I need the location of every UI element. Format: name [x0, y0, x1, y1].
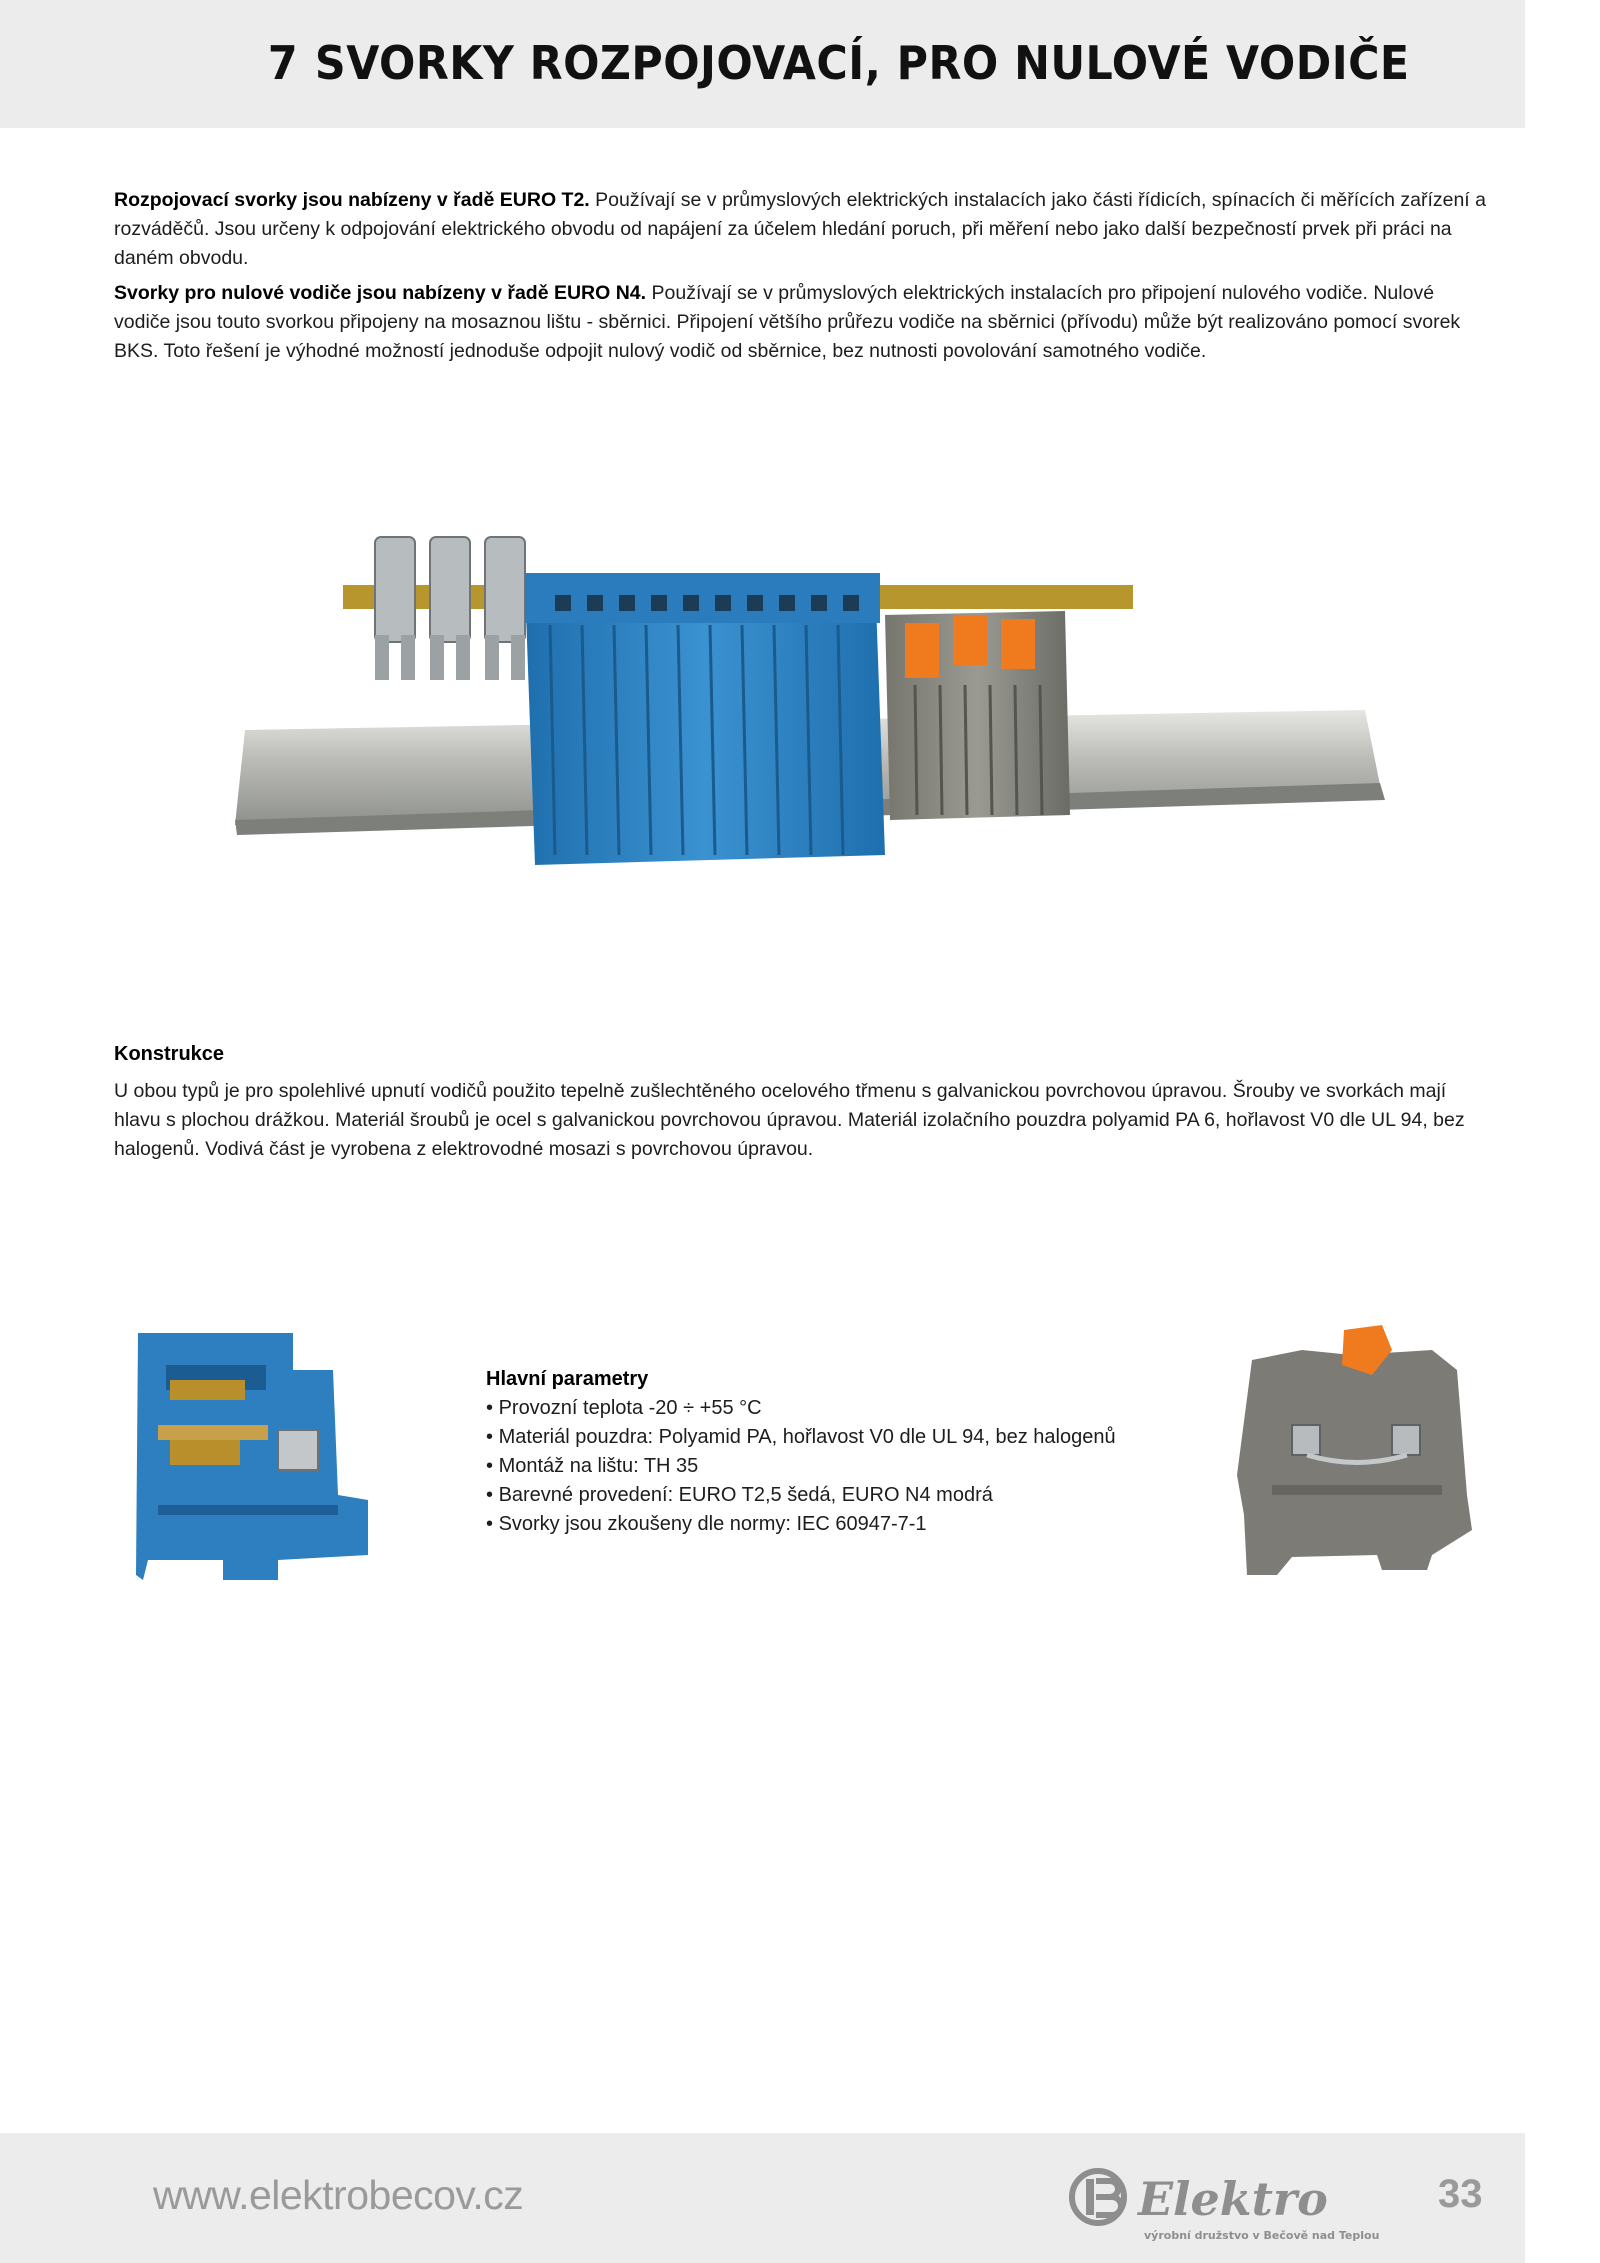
header-band	[0, 0, 1525, 128]
website-link[interactable]: www.elektrobecov.cz	[153, 2172, 524, 2218]
intro-t2-lead: Rozpojovací svorky jsou nabízeny v řadě EURO T2.	[114, 189, 590, 211]
params-item: • Svorky jsou zkoušeny dle normy: IEC 60947-7-1	[486, 1510, 1116, 1539]
params-item: • Montáž na lištu: TH 35	[486, 1452, 1116, 1481]
konstrukce-text: U obou typů je pro spolehlivé upnutí vodičů použito tepelně zušlechtěného ocelového třmenu s galvanickou povrchovou úpravou. Šrouby ve svorkách mají hlavu s plochou drážkou. Materiál šroubů je ocel s galvanickou povrchovou úpravou. Materiál izolačního pouzdra polyamid PA 6, hořlavost V0 dle UL 94, bez halogenů. Vodivá část je vyrobena z elektrovodné mosazi s povrchovou úpravou.	[114, 1080, 1465, 1160]
chapter-title	[268, 36, 1410, 90]
params-item: • Barevné provedení: EURO T2,5 šedá, EURO N4 modrá	[486, 1481, 1116, 1510]
blue-n4-terminal-photo	[128, 1325, 378, 1580]
din-rail-terminal-photo	[225, 515, 1385, 880]
page-number: 33	[1438, 2172, 1483, 2216]
intro-n4-body: Používají se v průmyslových elektrických instalacích pro připojení nulového vodiče. Nulové vodiče jsou touto svorkou připojeny na mosaznou lištu - sběrnici. Připojení většího průřezu vodiče na sběrnici (přívodu) může být realizováno pomocí svorek BKS. Toto řešení je výhodné možností jednoduše odpojit nulový vodič od sběrnice, bez nutnosti povolování samotného vodiče.	[114, 282, 1461, 362]
params-list	[486, 1394, 1116, 1539]
intro-text	[114, 186, 1486, 366]
params-section	[486, 1365, 1116, 1539]
params-item: • Materiál pouzdra: Polyamid PA, hořlavost V0 dle UL 94, bez halogenů	[486, 1423, 1116, 1452]
chapter-number: 7	[268, 36, 299, 90]
elektro-logo-icon	[1066, 2157, 1386, 2247]
chapter-title-text: SVORKY ROZPOJOVACÍ, PRO NULOVÉ VODIČE	[315, 36, 1411, 90]
konstrukce-heading: Konstrukce	[114, 1043, 225, 1065]
gray-t2-terminal-photo	[1232, 1325, 1482, 1580]
intro-paragraph-t2	[114, 186, 1486, 273]
params-item: • Provozní teplota -20 ÷ +55 °C	[486, 1394, 1116, 1423]
konstrukce-section	[114, 1040, 1486, 1164]
params-heading: Hlavní parametry	[486, 1368, 649, 1390]
svg-text:Elektro: Elektro	[1138, 2172, 1328, 2226]
intro-paragraph-n4	[114, 279, 1486, 366]
intro-n4-lead: Svorky pro nulové vodiče jsou nabízeny v řadě EURO N4.	[114, 282, 647, 304]
intro-t2-body: Používají se v průmyslových elektrických instalacích jako části řídicích, spínacích či měřících zařízení a rozváděčů. Jsou určeny k odpojování elektrického obvodu od napájení za účelem hledání poruch, při měření nebo jako další bezpečností prvek při práci na daném obvodu.	[114, 189, 1486, 269]
svg-text:výrobní družstvo v Bečově nad: výrobní družstvo v Bečově nad Teplou	[1144, 2229, 1380, 2242]
